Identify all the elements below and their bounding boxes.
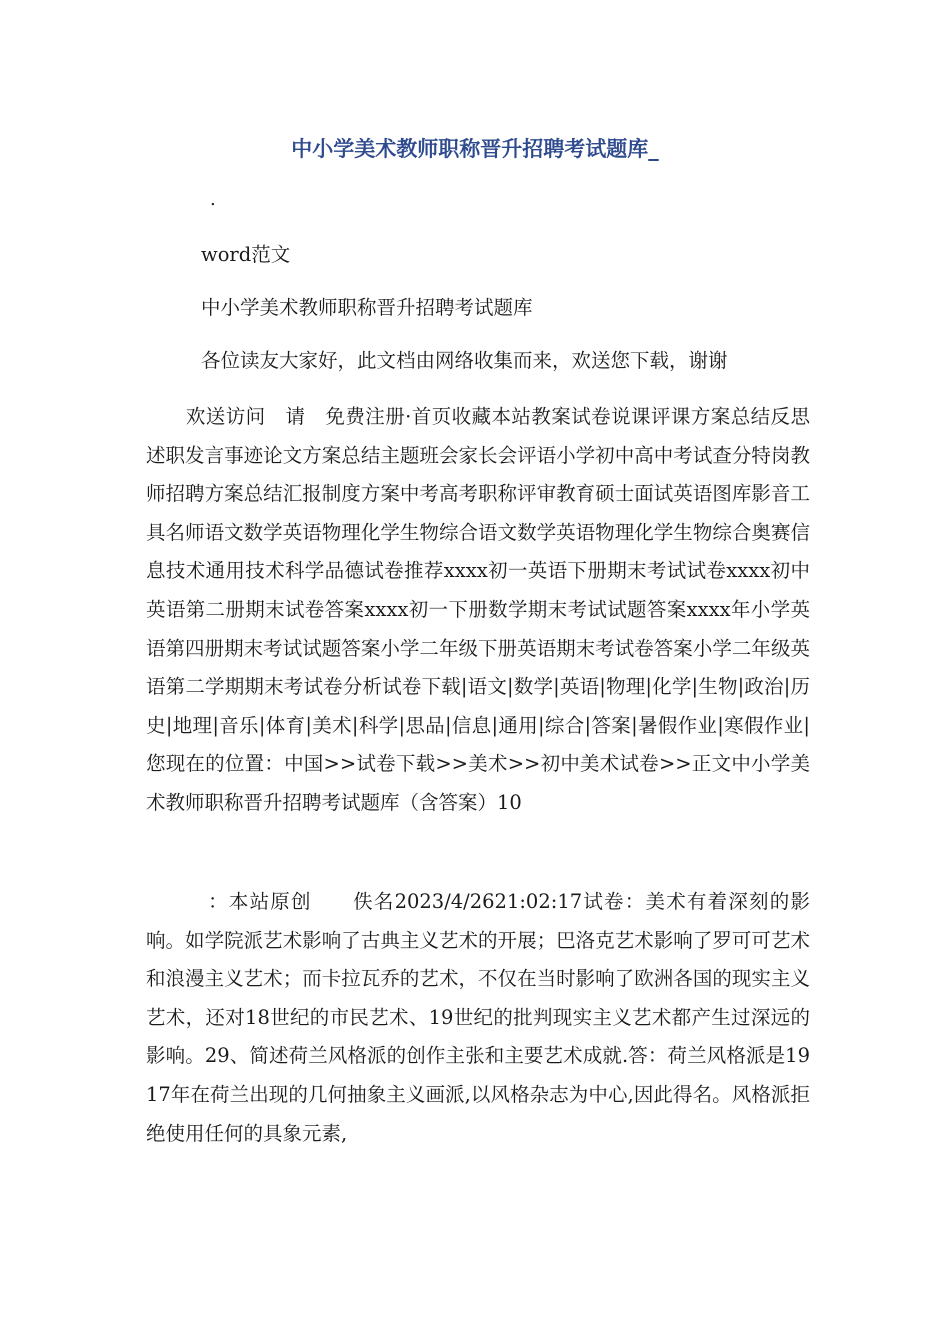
header-label: word范文 <box>201 243 291 266</box>
document-subtitle: 中小学美术教师职称晋升招聘考试题库 <box>201 296 533 319</box>
dot-marker: . <box>210 189 216 210</box>
body-paragraph-2: ：本站原创 佚名2023/4/2621:02:17试卷：美术有着深刻的影响。如学院派艺术影响了古典主义艺术的开展；巴洛克艺术影响了罗可可艺术和浪漫主义艺术；而卡拉瓦乔的艺术，不仅在当时影响了欧洲各国的现实主义艺术，还对18世纪的市民艺术、19世纪的批判现实主义艺术都产生过深远的影响。29、简述荷兰风格派的创作主张和主要艺术成就.答：荷兰风格派是1917年在荷兰出现的几何抽象主义画派,以风格杂志为中心,因此得名。风格派拒绝使用任何的具象元素, <box>146 890 810 1145</box>
body-paragraph-1: 欢送访问 请 免费注册·首页收藏本站教案试卷说课评课方案总结反思述职发言事迹论文方案总结主题班会家长会评语小学初中高中考试查分特岗教师招聘方案总结汇报制度方案中考高考职称评审教育硕士面试英语图库影音工具名师语文数学英语物理化学生物综合语文数学英语物理化学生物综合奥赛信息技术通用技术科学品德试卷推荐xxxx初一英语下册期末考试试卷xxxx初中英语第二册期末试卷答案xxxx初一下册数学期末考试试题答案xxxx年小学英语第四册期末考试试题答案小学二年级下册英语期末考试卷答案小学二年级英语第二学期期末考试卷分析试卷下载|语文|数学|英语|物理|化学|生物|政治|历史|地理|音乐|体育|美术|科学|思品|信息|通用|综合|答案|暑假作业|寒假作业|您现在的位置：中国>>试卷下载>>美术>>初中美术试卷>>正文中小学美术教师职称晋升招聘考试题库（含答案）10 <box>146 405 810 814</box>
document-title: 中小学美术教师职称晋升招聘考试题库_ <box>291 137 659 161</box>
greeting-line: 各位读友大家好，此文档由网络收集而来，欢送您下载，谢谢 <box>201 349 728 372</box>
